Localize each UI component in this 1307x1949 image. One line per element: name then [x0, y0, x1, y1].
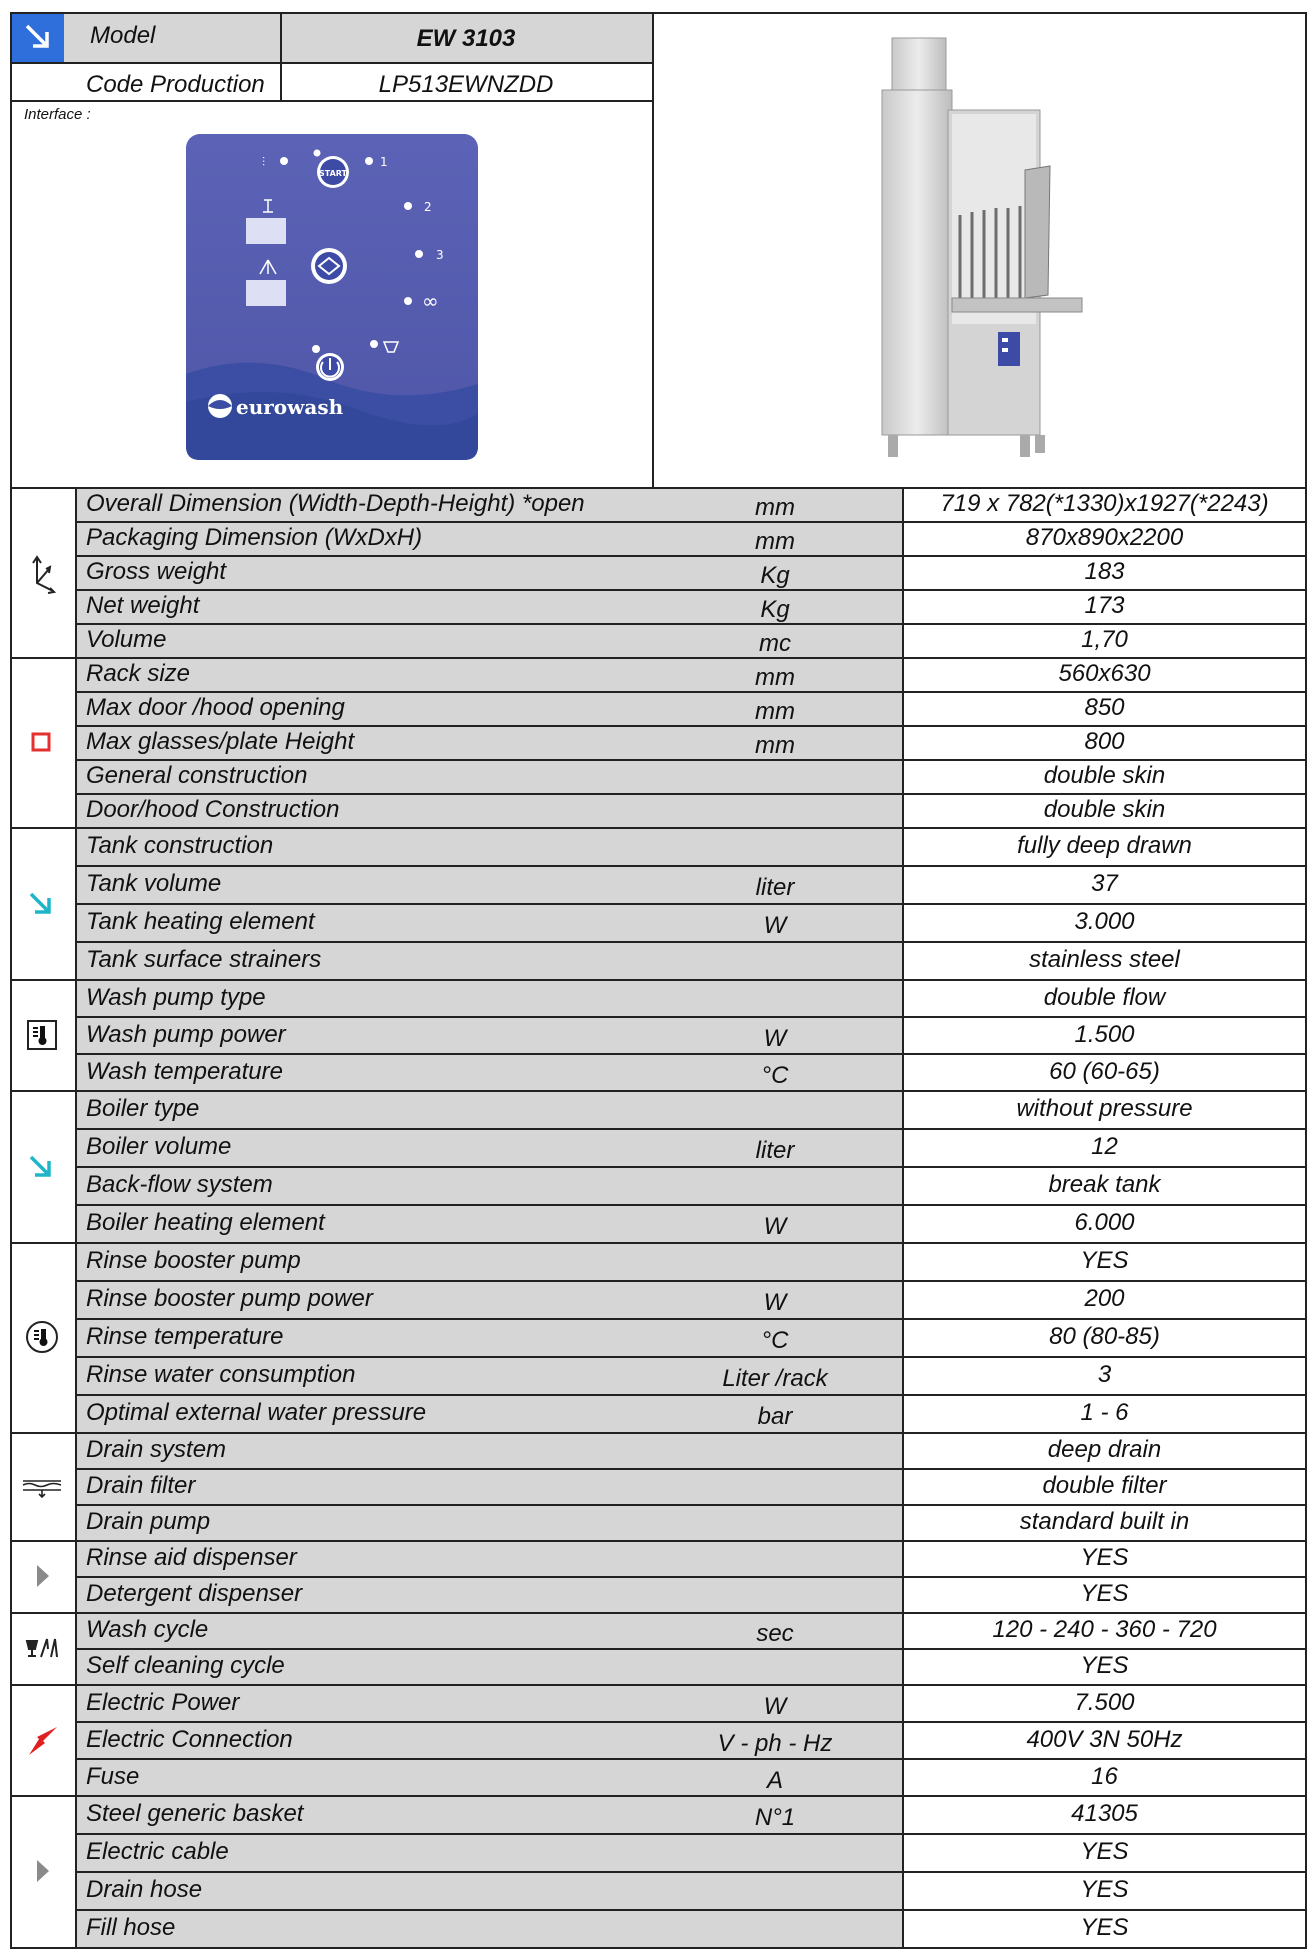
spec-label: Electric Power: [86, 1689, 240, 1716]
spec-value: 3: [1097, 1361, 1112, 1388]
spec-unit: °C: [761, 1327, 789, 1354]
spec-label: Max glasses/plate Height: [86, 728, 355, 755]
spec-label: Drain filter: [86, 1472, 196, 1499]
spec-label: Wash pump type: [86, 984, 266, 1011]
spec-value: stainless steel: [1029, 946, 1180, 973]
spec-unit: Liter /rack: [722, 1365, 828, 1392]
spec-value: fully deep drawn: [1017, 832, 1192, 859]
spec-unit: mc: [759, 630, 791, 657]
spec-unit: V - ph - Hz: [717, 1730, 833, 1757]
spec-label: Wash pump power: [86, 1021, 286, 1048]
spec-label: Tank volume: [86, 870, 222, 897]
code-value: LP513EWNZDD: [378, 71, 554, 98]
control-panel-image: [186, 134, 478, 460]
spec-value: 400V 3N 50Hz: [1026, 1726, 1183, 1753]
drain-icon: [17, 1461, 67, 1511]
spec-label: Door/hood Construction: [86, 796, 340, 823]
spec-unit: mm: [755, 732, 795, 759]
spec-label: Back-flow system: [86, 1171, 273, 1198]
spec-value: 183: [1084, 558, 1125, 585]
spec-unit: mm: [755, 698, 795, 725]
spec-label: Boiler heating element: [86, 1209, 325, 1236]
spec-unit: W: [763, 912, 787, 939]
spec-value: 870x890x2200: [1025, 524, 1184, 551]
spec-label: Tank construction: [86, 832, 274, 859]
svg-text:2: 2: [424, 200, 432, 214]
code-label: Code Production: [86, 71, 265, 98]
spec-value: YES: [1080, 1544, 1129, 1571]
spec-label: Max door /hood opening: [86, 694, 345, 721]
spec-label: Detergent dispenser: [86, 1580, 303, 1607]
spec-value: 200: [1084, 1285, 1125, 1312]
spec-value: double filter: [1042, 1472, 1167, 1499]
tap-icon: [262, 155, 265, 169]
spec-unit: W: [763, 1289, 787, 1316]
spec-label: Electric Connection: [86, 1726, 293, 1753]
model-label: Model: [90, 22, 156, 49]
svg-text:3: 3: [436, 248, 444, 262]
spec-value: 719 x 782(*1330)x1927(*2243): [940, 490, 1269, 517]
spec-value: 16: [1091, 1763, 1118, 1790]
spec-label: Electric cable: [86, 1838, 229, 1865]
spec-label: Drain system: [86, 1436, 227, 1463]
header-badge: [10, 12, 64, 62]
spec-value: YES: [1080, 1838, 1129, 1865]
spec-unit: W: [763, 1213, 787, 1240]
arrow-down-right-icon: [10, 12, 64, 62]
spec-label: Optimal external water pressure: [86, 1399, 427, 1426]
spec-value: 6.000: [1074, 1209, 1135, 1236]
spec-value: 1,70: [1081, 626, 1128, 653]
spec-label: Rinse aid dispenser: [86, 1544, 297, 1571]
spec-value: YES: [1080, 1580, 1129, 1607]
spec-unit: N°1: [754, 1804, 796, 1831]
spec-label: Overall Dimension (Width-Depth-Height) *open: [86, 490, 585, 517]
spec-label: Boiler type: [86, 1095, 200, 1122]
spec-label: Wash temperature: [86, 1058, 283, 1085]
spec-unit: W: [763, 1025, 787, 1052]
spec-label: Wash cycle: [86, 1616, 209, 1643]
model-value: EW 3103: [416, 25, 516, 52]
spec-unit: sec: [756, 1620, 794, 1647]
spec-label: General construction: [86, 762, 308, 789]
spec-value: double flow: [1043, 984, 1166, 1011]
spec-label: Rinse temperature: [86, 1323, 284, 1350]
spec-label: Boiler volume: [86, 1133, 232, 1160]
start-button-label: START: [318, 169, 348, 178]
spec-unit: liter: [755, 874, 795, 901]
spec-label: Tank surface strainers: [86, 946, 322, 973]
dishwasher-product-image: [860, 30, 1100, 460]
grey-triangle-icon: [17, 1551, 67, 1601]
spec-value: 37: [1091, 870, 1118, 897]
spec-value: 1.500: [1074, 1021, 1135, 1048]
spec-value: YES: [1080, 1914, 1129, 1941]
spec-value: 173: [1084, 592, 1125, 619]
spec-label: Drain pump: [86, 1508, 211, 1535]
svg-text:eurowash: eurowash: [236, 395, 344, 419]
glass-cutlery-icon: [17, 1623, 67, 1673]
wash-thermometer-icon: [17, 1010, 67, 1060]
spec-value: YES: [1080, 1652, 1129, 1679]
spec-value: double skin: [1043, 796, 1166, 823]
spec-value: double skin: [1043, 762, 1166, 789]
spec-value: standard built in: [1019, 1508, 1190, 1535]
spec-unit: Kg: [760, 596, 790, 623]
teal-arrow-icon: [17, 1141, 67, 1191]
spec-value: YES: [1080, 1247, 1129, 1274]
spec-unit: liter: [755, 1137, 795, 1164]
svg-text:∞: ∞: [422, 289, 439, 313]
spec-value: 80 (80-85): [1049, 1323, 1160, 1350]
svg-text:⫶: ⫶: [262, 155, 266, 169]
spec-label: Net weight: [86, 592, 200, 619]
spec-unit: mm: [755, 528, 795, 555]
spec-label: Fill hose: [86, 1914, 176, 1941]
spec-label: Rack size: [86, 660, 191, 687]
spec-unit: A: [766, 1767, 783, 1794]
dimension-axes-icon: [17, 547, 67, 597]
spec-value: 1 - 6: [1080, 1399, 1129, 1426]
spec-label: Fuse: [86, 1763, 140, 1790]
red-bolt-icon: [17, 1715, 67, 1765]
red-square-icon: [17, 717, 67, 767]
spec-label: Packaging Dimension (WxDxH): [86, 524, 423, 551]
spec-unit: W: [763, 1693, 787, 1720]
spec-label: Tank heating element: [86, 908, 315, 935]
spec-label: Rinse booster pump: [86, 1247, 301, 1274]
spec-unit: bar: [757, 1403, 793, 1430]
spec-label: Rinse water consumption: [86, 1361, 356, 1388]
spec-label: Self cleaning cycle: [86, 1652, 285, 1679]
spec-unit: Kg: [760, 562, 790, 589]
spec-value: 12: [1091, 1133, 1118, 1160]
spec-value: without pressure: [1016, 1095, 1193, 1122]
spec-label: Steel generic basket: [86, 1800, 304, 1827]
rinse-thermometer-icon: [17, 1312, 67, 1362]
spec-unit: mm: [755, 494, 795, 521]
svg-text:1: 1: [380, 155, 388, 169]
spec-value: 850: [1084, 694, 1125, 721]
spec-unit: mm: [755, 664, 795, 691]
spec-value: deep drain: [1047, 1436, 1162, 1463]
grey-triangle-icon: [17, 1846, 67, 1896]
spec-value: 60 (60-65): [1049, 1058, 1160, 1085]
spec-value: 7.500: [1074, 1689, 1135, 1716]
spec-label: Drain hose: [86, 1876, 203, 1903]
spec-value: 120 - 240 - 360 - 720: [992, 1616, 1217, 1643]
spec-value: 800: [1084, 728, 1125, 755]
spec-label: Rinse booster pump power: [86, 1285, 373, 1312]
spec-value: 3.000: [1074, 908, 1135, 935]
interface-label: Interface :: [24, 106, 91, 123]
spec-value: YES: [1080, 1876, 1129, 1903]
spec-value: 560x630: [1058, 660, 1151, 687]
spec-value: 41305: [1071, 1800, 1138, 1827]
spec-label: Volume: [86, 626, 167, 653]
spec-unit: °C: [761, 1062, 789, 1089]
teal-arrow-icon: [17, 878, 67, 928]
spec-value: break tank: [1048, 1171, 1161, 1198]
spec-label: Gross weight: [86, 558, 227, 585]
select-button-icon: [311, 248, 347, 284]
